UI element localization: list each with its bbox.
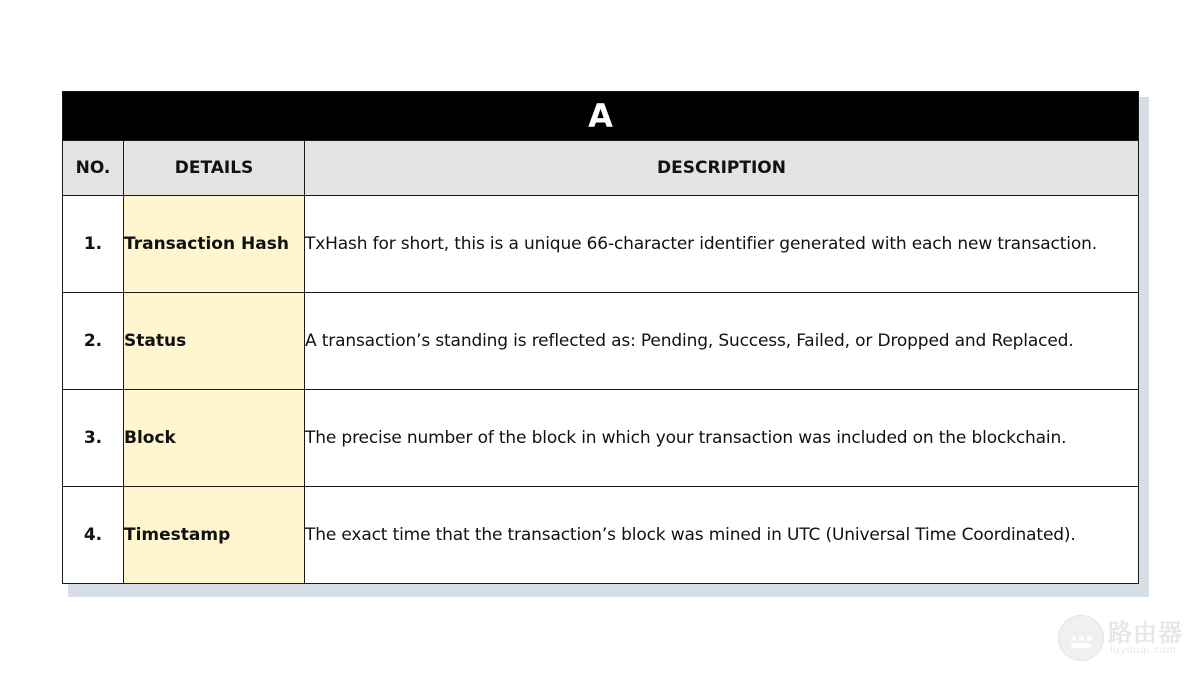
table-row: [63, 293, 1139, 390]
row-description: The precise number of the block in which your transaction was included on the blockchain.: [305, 390, 1139, 487]
row-detail: Block: [124, 390, 305, 487]
row-description: The exact time that the transaction’s block was mined in UTC (Universal Time Coordinated).: [305, 487, 1139, 584]
router-logo-icon: [1058, 615, 1104, 661]
watermark: [1058, 613, 1188, 663]
table-title-row: [63, 92, 1139, 141]
row-number: 4.: [63, 487, 124, 584]
table-header-row: [63, 141, 1139, 196]
row-number: 1.: [63, 196, 124, 293]
watermark-subtext: luyouqi.com: [1110, 645, 1177, 656]
table-title: A: [63, 92, 1139, 141]
row-description: TxHash for short, this is a unique 66-character identifier generated with each new transaction.: [305, 196, 1139, 293]
row-detail: Status: [124, 293, 305, 390]
row-number: 2.: [63, 293, 124, 390]
header-details: DETAILS: [124, 141, 305, 196]
transaction-details-table: [62, 91, 1139, 584]
row-detail: Transaction Hash: [124, 196, 305, 293]
table-row: [63, 390, 1139, 487]
header-no: NO.: [63, 141, 124, 196]
row-detail: Timestamp: [124, 487, 305, 584]
row-number: 3.: [63, 390, 124, 487]
header-description: DESCRIPTION: [305, 141, 1139, 196]
row-description: A transaction’s standing is reflected as: Pending, Success, Failed, or Dropped and Replaced.: [305, 293, 1139, 390]
table-row: [63, 487, 1139, 584]
watermark-text: 路由器: [1108, 619, 1183, 647]
table-row: [63, 196, 1139, 293]
